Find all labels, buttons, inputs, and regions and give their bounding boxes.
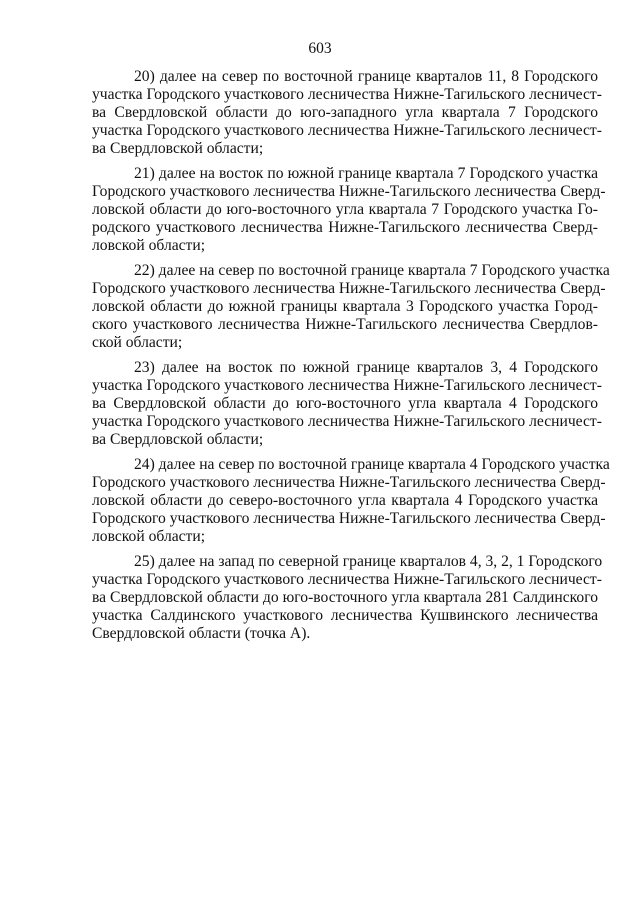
page-number: 603 <box>308 40 332 57</box>
paragraph-line: ва Свердловской области; <box>92 431 264 448</box>
paragraph-line: Городского участкового лесничества Нижне-Тагильского лесничества Сверд- <box>92 280 606 297</box>
paragraph-line: Свердловской области (точка А). <box>92 625 311 642</box>
paragraph-line: 22) далее на север по восточной границе квартала 7 Городского участка <box>134 262 610 279</box>
paragraph-line: Городского участкового лесничества Нижне-Тагильского лесничества Сверд- <box>92 474 606 491</box>
paragraph-line: 21) далее на восток по южной границе квартала 7 Городского участка <box>134 165 598 182</box>
paragraph-line: ской области; <box>92 334 183 351</box>
paragraph-line: 23) далее на восток по южной границе кварталов 3, 4 Городского <box>134 359 598 376</box>
paragraph-line: участка Городского участкового лесничества Нижне-Тагильского лесничест- <box>92 86 602 103</box>
document-body <box>92 68 610 650</box>
paragraph-line: участка Городского участкового лесничества Нижне-Тагильского лесничест- <box>92 377 602 394</box>
paragraph-line: ва Свердловской области до юго-восточного угла квартала 281 Салдинского <box>92 589 598 606</box>
paragraph-line: участка Городского участкового лесничества Нижне-Тагильского лесничест- <box>92 571 602 588</box>
paragraph-line: Городского участкового лесничества Нижне-Тагильского лесничества Сверд- <box>92 510 606 527</box>
paragraph-line: ловской области до северо-восточного угла квартала 4 Городского участка <box>92 492 598 509</box>
paragraph-line: участка Городского участкового лесничества Нижне-Тагильского лесничест- <box>92 122 602 139</box>
paragraph-line: 25) далее на запад по северной границе кварталов 4, 3, 2, 1 Городского <box>134 553 603 570</box>
paragraph-line: Городского участкового лесничества Нижне-Тагильского лесничества Сверд- <box>92 183 606 200</box>
paragraph-line: ского участкового лесничества Нижне-Тагильского лесничества Свердлов- <box>92 316 598 333</box>
paragraph-line: ловской области до южной границы квартала 3 Городского участка Город- <box>92 298 598 315</box>
paragraph-line: ва Свердловской области; <box>92 140 264 157</box>
paragraph-line: ловской области; <box>92 528 206 545</box>
paragraph-line: ва Свердловской области до юго-восточного угла квартала 4 Городского <box>92 395 598 412</box>
paragraph-line: 20) далее на север по восточной границе кварталов 11, 8 Городского <box>134 68 598 85</box>
paragraph-line: 24) далее на север по восточной границе квартала 4 Городского участка <box>134 456 610 473</box>
paragraph-line: ловской области до юго-восточного угла квартала 7 Городского участка Го- <box>92 201 598 218</box>
paragraph-22 <box>92 262 610 352</box>
paragraph-line: ловской области; <box>92 237 206 254</box>
paragraph-25 <box>92 553 603 643</box>
paragraph-20 <box>92 68 602 158</box>
paragraph-line: родского участкового лесничества Нижне-Тагильского лесничества Сверд- <box>92 219 598 236</box>
paragraph-line: участка Городского участкового лесничества Нижне-Тагильского лесничест- <box>92 413 602 430</box>
paragraph-24 <box>92 456 610 546</box>
paragraph-line: ва Свердловской области до юго-западного угла квартала 7 Городского <box>92 104 598 121</box>
paragraph-line: участка Салдинского участкового лесничества Кушвинского лесничества <box>92 607 598 624</box>
paragraph-21 <box>92 165 606 255</box>
paragraph-23 <box>92 359 602 449</box>
